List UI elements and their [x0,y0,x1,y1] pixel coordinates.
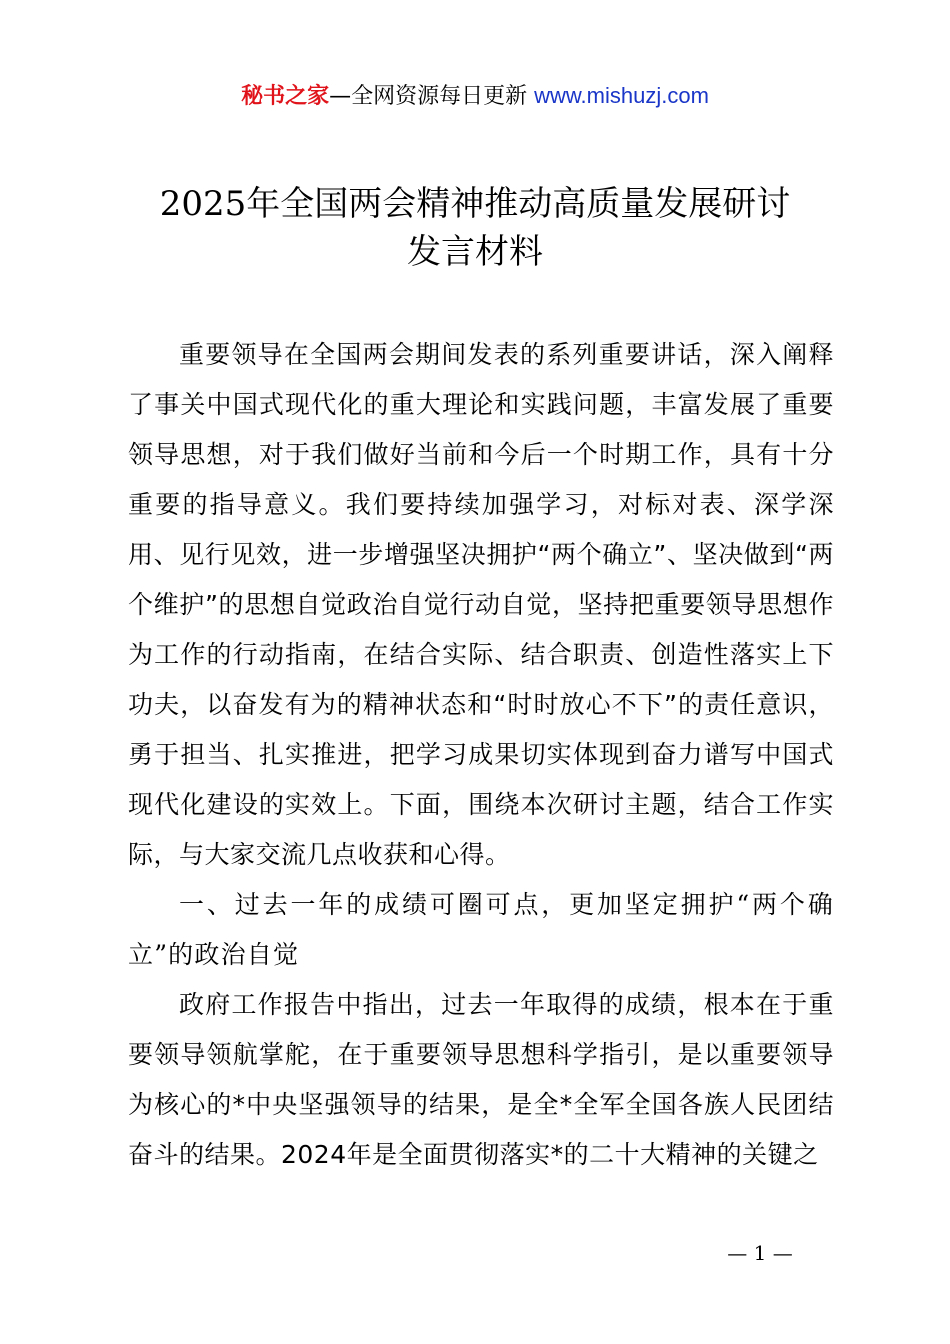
site-brand: 秘书之家 [241,84,330,109]
title-line-1: 2025年全国两会精神推动高质量发展研讨 [159,184,791,224]
document-body [128,330,834,1180]
page-number: — 1 — [727,1241,793,1265]
body-paragraph: 重要领导在全国两会期间发表的系列重要讲话，深入阐释了事关中国式现代化的重大理论和实践问题，丰富发展了重要领导思想，对于我们做好当前和今后一个时期工作，具有十分重要的指导意义。我们要持续加强学习，对标对表、深学深用、见行见效，进一步增强坚决拥护“两个确立”、坚决做到“两个维护”的思想自觉政治自觉行动自觉，坚持把重要领导思想作为工作的行动指南，在结合实际、结合职责、创造性落实上下功夫，以奋发有为的精神状态和“时时放心不下”的责任意识，勇于担当、扎实推进，把学习成果切实体现到奋力谱写中国式现代化建设的实效上。下面，围绕本次研讨主题，结合工作实际，与大家交流几点收获和心得。 [128,340,834,869]
section-heading: 一、过去一年的成绩可圈可点，更加坚定拥护“两个确立”的政治自觉 [128,890,834,969]
title-line-2: 发言材料 [407,232,543,272]
body-paragraph: 政府工作报告中指出，过去一年取得的成绩，根本在于重要领导领航掌舵，在于重要领导思想科学指引，是以重要领导为核心的*中央坚强领导的结果，是全*全军全国各族人民团结奋斗的结果。2024年是全面贯彻落实*的二十大精神的关键之 [128,990,834,1169]
site-tagline: —全网资源每日更新 [329,84,528,109]
document-title [100,180,850,276]
site-header [0,78,950,115]
site-url-link[interactable]: www.mishuzj.com [534,83,709,108]
